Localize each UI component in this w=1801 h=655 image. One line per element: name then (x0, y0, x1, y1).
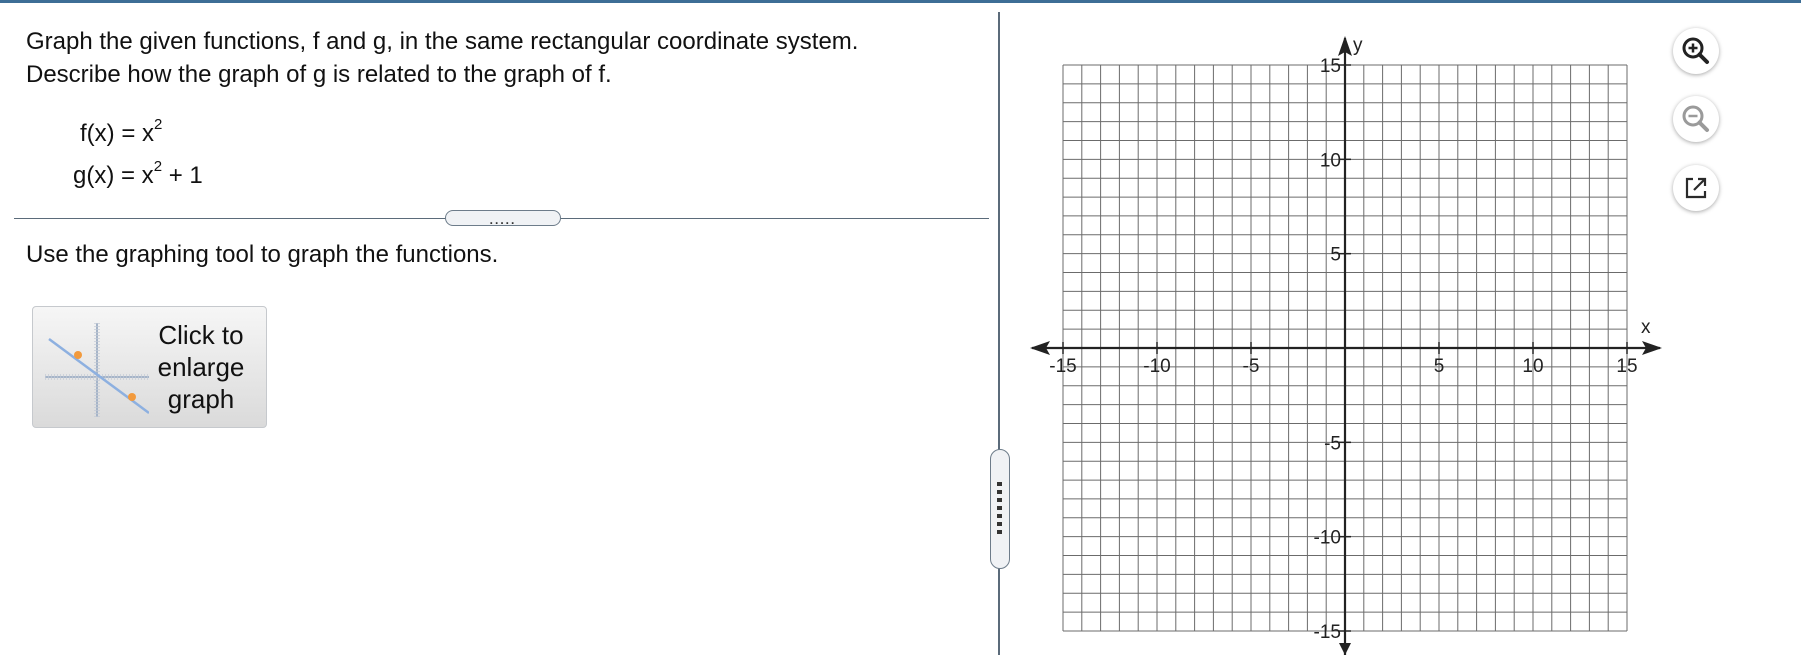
function-f-exponent: 2 (154, 116, 163, 133)
x-tick-label: 10 (1522, 356, 1544, 377)
zoom-in-button[interactable] (1673, 28, 1719, 74)
y-tick-label: -10 (1313, 527, 1341, 549)
x-tick-label: -5 (1242, 356, 1260, 377)
popout-icon (1673, 165, 1719, 211)
function-g-exponent: 2 (153, 158, 163, 175)
x-axis-label: x (1641, 317, 1651, 338)
y-axis-bottom-arrow (1339, 643, 1351, 655)
function-g-rhs: + 1 (162, 162, 203, 189)
x-tick-label: -15 (1049, 356, 1077, 377)
splitter-dots: ..... (489, 213, 517, 227)
enlarge-label-line-3: graph (167, 384, 235, 414)
zoom-out-button[interactable] (1673, 96, 1719, 142)
zoom-out-icon (1673, 96, 1719, 142)
function-g-lhs: g(x) = x (73, 162, 154, 189)
enlarge-label-line-1: Click to (158, 320, 244, 350)
x-tick-label: 15 (1616, 356, 1638, 377)
x-tick-label: 5 (1433, 356, 1445, 377)
function-f-lhs: f(x) = x (80, 120, 155, 147)
question-line-2: Describe how the graph of g is related to the graph of f. (26, 61, 612, 88)
zoom-in-icon (1673, 28, 1719, 74)
y-tick-label: -5 (1324, 433, 1341, 455)
y-axis-label: y (1353, 35, 1363, 56)
y-tick-label: 5 (1330, 244, 1341, 266)
enlarge-label-line-2: enlarge (157, 352, 245, 382)
y-tick-label: 15 (1319, 56, 1341, 77)
y-tick-label: 10 (1319, 150, 1341, 172)
question-line-1: Graph the given functions, f and g, in the same rectangular coordinate system. (26, 28, 859, 55)
x-tick-label: -10 (1143, 356, 1171, 377)
instruction-text: Use the graphing tool to graph the functions. (26, 241, 499, 268)
y-tick-label: -15 (1313, 622, 1341, 643)
popout-button[interactable] (1673, 165, 1719, 211)
